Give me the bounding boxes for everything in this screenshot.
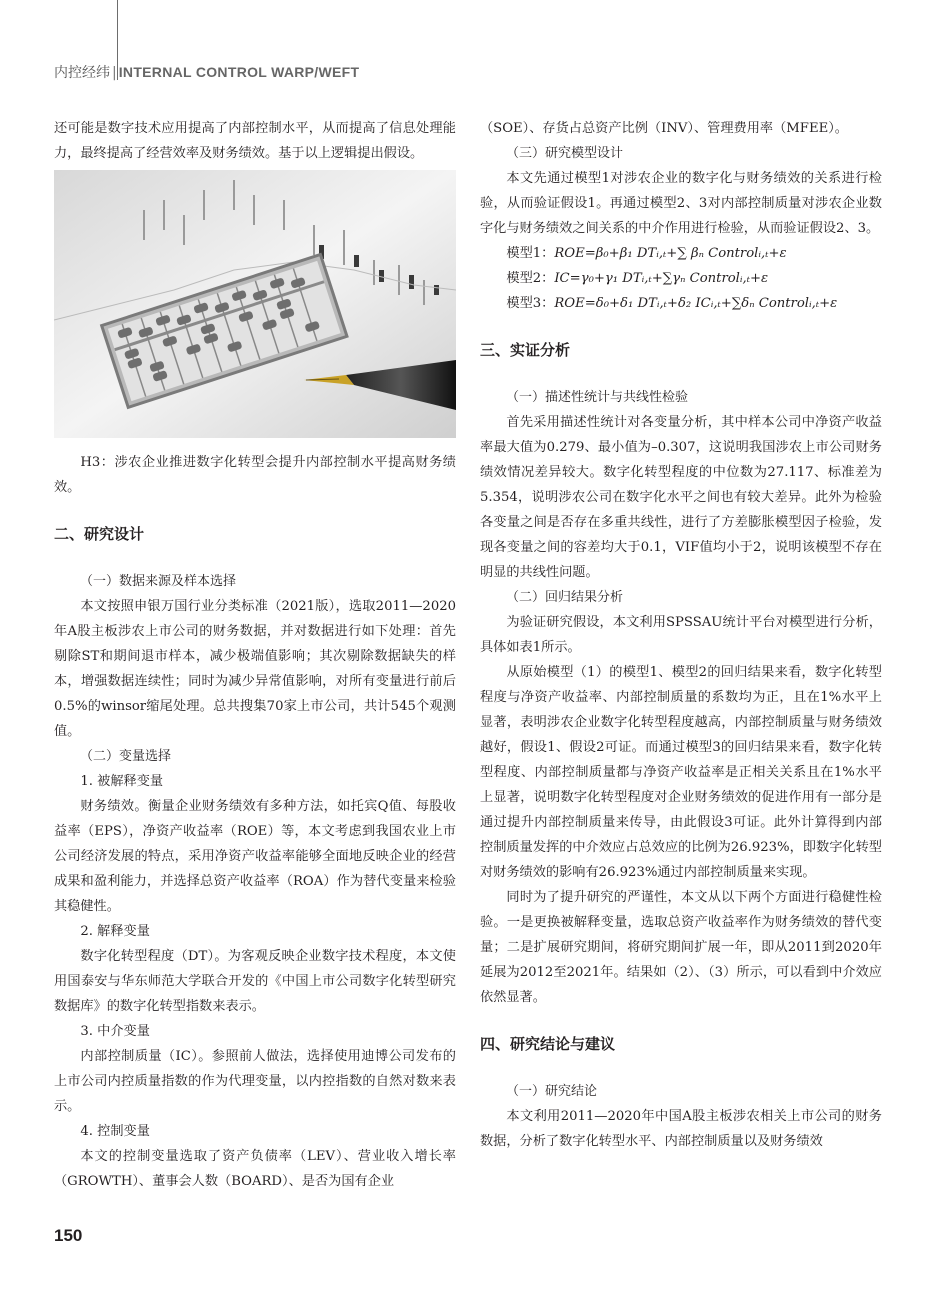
subheading-regression-results: （二）回归结果分析 [506, 590, 624, 605]
paragraph-intro: 还可能是数字技术应用提高了内部控制水平，从而提高了信息处理能力，最终提高了经营效率及财务绩效。基于以上逻辑提出假设。 [54, 121, 456, 161]
section-heading-research-design: 二、研究设计 [54, 525, 145, 543]
formula-model-3-equation: ROE=δ₀+δ₁ DTᵢ,ₜ+δ₂ ICᵢ,ₜ+∑δₙ Controlᵢ,ₜ+ε [554, 296, 838, 311]
paragraph-model-design: 本文先通过模型1对涉农企业的数字化与财务绩效的关系进行检验，从而验证假设1。再通过模型2、3对内部控制质量对涉农企业数字化与财务绩效之间关系的中介作用进行检验，从而验证假设2、3。 [480, 171, 882, 236]
paragraph-data-source: 本文按照申银万国行业分类标准（2021版），选取2011—2020年A股主板涉农上市公司的财务数据，并对数据进行如下处理：首先剔除ST和期间退市样本，减少极端值影响；其次剔除数据缺失的样本，增强数据连续性；同时为减少异常值影响，对所有变量进行前后0.5%的winsor缩尾处理。总共搜集70家上市公司，共计545个观测值。 [54, 599, 456, 739]
header-separator: | [112, 65, 117, 81]
variable-heading-independent: 2. 解释变量 [80, 924, 150, 939]
variable-heading-control: 4. 控制变量 [80, 1124, 150, 1139]
formula-model-3 [480, 291, 882, 316]
paragraph-conclusion: 本文利用2011—2020年中国A股主板涉农相关上市公司的财务数据，分析了数字化转型水平、内部控制质量以及财务绩效 [480, 1109, 882, 1149]
header-chinese-title: 内控经纬 [54, 65, 110, 81]
paragraph-control-variables: 本文的控制变量选取了资产负债率（LEV）、营业收入增长率（GROWTH）、董事会人数（BOARD）、是否为国有企业 [54, 1149, 456, 1189]
formula-model-1-equation: ROE=β₀+β₁ DTᵢ,ₜ+∑ βₙ Controlᵢ,ₜ+ε [554, 246, 787, 261]
section-heading-conclusions: 四、研究结论与建议 [480, 1035, 616, 1053]
paragraph-dependent-variable: 财务绩效。衡量企业财务绩效有多种方法，如托宾Q值、每股收益率（EPS），净资产收益率（ROE）等，本文考虑到我国农业上市公司经济发展的特点，采用净资产收益率能够全面地反映企业的经营成果和盈利能力，并选择总资产收益率（ROA）作为替代变量来检验其稳健性。 [54, 799, 456, 914]
subheading-variable-selection: （二）变量选择 [80, 749, 172, 764]
formula-model-3-label: 模型3： [506, 296, 555, 311]
section-heading-empirical-analysis: 三、实证分析 [480, 341, 571, 359]
formula-model-2-label: 模型2： [506, 271, 555, 286]
formula-model-1 [480, 241, 882, 266]
page-number: 150 [54, 1226, 83, 1245]
paragraph-regression-intro: 为验证研究假设，本文利用SPSSAU统计平台对模型进行分析，具体如表1所示。 [480, 615, 882, 655]
subheading-research-conclusion: （一）研究结论 [506, 1084, 598, 1099]
subheading-model-design: （三）研究模型设计 [506, 146, 624, 161]
variable-heading-dependent: 1. 被解释变量 [80, 774, 164, 789]
hypothesis-h3: H3：涉农企业推进数字化转型会提升内部控制水平提高财务绩效。 [54, 455, 456, 495]
running-header [54, 62, 359, 82]
formula-model-2 [480, 266, 882, 291]
header-english-title: INTERNAL CONTROL WARP/WEFT [118, 64, 360, 80]
paragraph-descriptive-statistics: 首先采用描述性统计对各变量分析，其中样本公司中净资产收益率最大值为0.279、最小值为–0.307，这说明我国涉农上市公司财务绩效情况差异较大。数字化转型程度的中位数为27.117、标准差为5.354，说明涉农公司在数字化水平之间也有较大差异。此外为检验各变量之间是否存在多重共线性，进行了方差膨胀模型因子检验，发现各变量之间的容差均大于0.1，VIF值均小于2，说明该模型不存在明显的共线性问题。 [480, 415, 882, 580]
paragraph-independent-variable: 数字化转型程度（DT）。为客观反映企业数字技术程度，本文使用国泰安与华东师范大学联合开发的《中国上市公司数字化转型研究数据库》的数字化转型指数来表示。 [54, 949, 456, 1014]
paragraph-control-continued: （SOE）、存货占总资产比例（INV）、管理费用率（MFEE）。 [480, 121, 848, 136]
right-column [480, 116, 882, 1154]
paragraph-robustness: 同时为了提升研究的严谨性，本文从以下两个方面进行稳健性检验。一是更换被解释变量，选取总资产收益率作为财务绩效的替代变量；二是扩展研究期间，将研究期间扩展一年，即从2011到2020年延展为2012至2021年。结果如（2）、（3）所示，可以看到中介效应依然显著。 [480, 890, 882, 1005]
formula-model-1-label: 模型1： [506, 246, 555, 261]
subheading-descriptive-statistics: （一）描述性统计与共线性检验 [506, 390, 689, 405]
formula-model-2-equation: IC=γ₀+γ₁ DTᵢ,ₜ+∑γₙ Controlᵢ,ₜ+ε [554, 271, 769, 286]
left-column [54, 116, 456, 1194]
abacus-pen-photo [54, 170, 456, 438]
subheading-data-source: （一）数据来源及样本选择 [80, 574, 237, 589]
paragraph-regression-results: 从原始模型（1）的模型1、模型2的回归结果来看，数字化转型程度与净资产收益率、内部控制质量的系数均为正，且在1%水平上显著，表明涉农企业数字化转型程度越高，内部控制质量与财务绩效越好，假设1、假设2可证。而通过模型3的回归结果来看，数字化转型程度、内部控制质量都与净资产收益率是正相关关系且在1%水平上显著，说明数字化转型程度对企业财务绩效的促进作用有一部分是通过提升内部控制质量来传导，由此假设3可证。此外计算得到内部控制质量发挥的中介效应占总效应的比例为26.923%，即数字化转型对财务绩效的影响有26.923%通过内部控制质量来实现。 [480, 665, 882, 880]
variable-heading-mediator: 3. 中介变量 [80, 1024, 150, 1039]
paragraph-mediator-variable: 内部控制质量（IC）。参照前人做法，选择使用迪博公司发布的上市公司内控质量指数的作为代理变量，以内控指数的自然对数来表示。 [54, 1049, 456, 1114]
